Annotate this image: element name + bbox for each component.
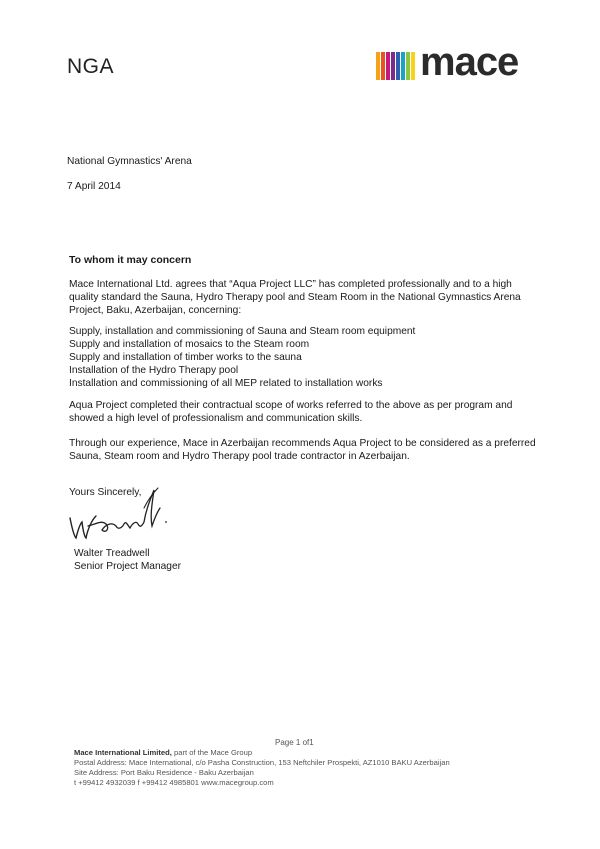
logo-bar [391,52,395,80]
list-item: Supply and installation of mosaics to the Steam room [69,339,310,350]
recipient-place: National Gymnastics' Arena [67,156,192,167]
logo-bar [406,52,410,80]
footer-company [74,748,450,758]
footer-postal-address: Postal Address: Mace International, c/o Pasha Construction, 153 Neftchiler Prospekti, AZ1010 BAKU Azerbaijan [74,758,450,767]
closing-line: Yours Sincerely, [69,487,142,498]
scope-list [69,325,415,390]
letter-heading: To whom it may concern [69,254,192,266]
logo-wordmark: mace [420,40,519,84]
recommendation-paragraph: Through our experience, Mace in Azerbaijan recommends Aqua Project to be considered as a preferred Sauna, Steam room and Hydro Therapy pool trade contractor in Azerbaijan. [69,438,536,462]
logo-bar [396,52,400,80]
logo-bar [381,52,385,80]
footer-contact: t +99412 4932039 f +99412 4985801 www.macegroup.com [74,778,274,787]
logo-bar [376,52,380,80]
list-item: Installation and commissioning of all MEP related to installation works [69,378,383,389]
mace-logo [376,40,551,86]
signer-name: Walter Treadwell [74,548,150,559]
footer-company-group: part of the Mace Group [171,748,253,757]
page-number: Page 1 of1 [275,738,314,747]
logo-bar [411,52,415,80]
logo-bar [401,52,405,80]
logo-color-bars [376,52,418,80]
list-item: Supply, installation and commissioning of Sauna and Steam room equipment [69,326,416,337]
logo-bar [386,52,390,80]
header-short-name: NGA [67,55,115,78]
footer-site-address: Site Address: Port Baku Residence - Baku Azerbaijan [74,768,254,777]
intro-paragraph: Mace International Ltd. agrees that “Aqua Project LLC” has completed professionally and to a high quality standard the Sauna, Hydro Therapy pool and Steam Room in the National Gymnastics Arena Project, Baku, Azerbaijan, concerning: [69,279,521,316]
footer-company-name: Mace International Limited, [74,748,172,757]
list-item: Installation of the Hydro Therapy pool [69,365,239,376]
list-item: Supply and installation of timber works to the sauna [69,352,302,363]
signer-title: Senior Project Manager [74,561,182,572]
handwritten-signature [66,480,176,550]
letter-date: 7 April 2014 [67,181,121,192]
performance-paragraph: Aqua Project completed their contractual scope of works referred to the above as per program and showed a high level of professionalism and communication skills. [69,400,513,424]
footer [74,738,450,788]
